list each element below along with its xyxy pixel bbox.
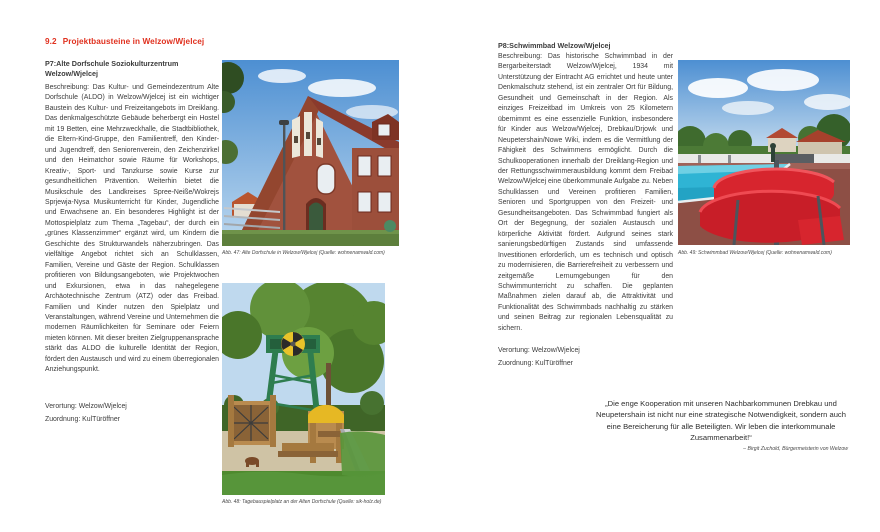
description-p8: Beschreibung: Das historische Schwimmbad in der Bergarbeiterstadt Welzow/Wjelcej, 1934 mit Unterstützung der Eintracht AG errichtet und heute unter Denkmalschutz stehend, ist ein zentraler Ort für Bildung, Gesundheit und Gemeinschaft in der Region. Als einziges Freizeitbad im Umkreis von 25 Kilometern übernimmt es eine essenzielle Funktion, insbesondere für Kinder aus Welzow/Wjelcej, Drebkau/Drjowk und Neupetershain/Nowe Wiki, indem es die Vermittlung der Fähigkeit des Schwimmens ermöglicht. Durch die Schulkooperationen innerhalb der Dreiklang-Region und der Rettungsschwimmerausbildung kommt dem Freibad Welzow/Wjelcej eine überkommunale Aufgabe zu. Neben Schulklassen und Vereinen profitieren Familien, Senioren und Sportgruppen von den Freizeit- und Gesundheitsangeboten. Das Schwimmbad fungiert als Ort der Begegnung, der sozialen Austausch und körperliche Aktivität fördert. Aufgrund seines stark sanierungsbedürftigen Zustands sind umfassende Investitionen erforderlich, um es technisch und optisch zu modernisieren, die Barrierefreiheit zu verbessern und zeitgemäße Lernumgebungen für den Schwimmunterricht zu schaffen. Die geplanten Maßnahmen zielen darauf ab, die Attraktivität und Funktionalität des Schwimmbads nachhaltig zu stärken und seinen Beitrag zur regionalen Lebensqualität zu sichern.	[498, 53, 673, 332]
zuordnung-p7: Zuordnung: KulTüröffner	[45, 415, 120, 423]
verortung-p8: Verortung: Welzow/Wjelcej	[498, 347, 580, 354]
section-heading	[45, 37, 245, 46]
meta-p7	[45, 401, 219, 426]
zuordnung-p8: Zuordnung: KulTüröffner	[498, 359, 573, 367]
playground-photo-caption: Abb. 48: Tagebauspielplatz an der Alten Dorfschule (Quelle: sik-holz.de)	[222, 499, 382, 505]
pool-photo	[678, 60, 850, 245]
section-title: Projektbausteine in Welzow/Wjelcej	[62, 37, 205, 46]
project-title-p7: P7:Alte Dorfschule Soziokulturzentrum Welzow/Wjelcej	[45, 59, 179, 78]
playground-photo	[222, 283, 385, 495]
section-number: 9.2	[45, 37, 57, 46]
pool-photo-caption: Abb. 49: Schwimmbad Welzow/Wjelcej (Quelle: wohnenamwald.com)	[678, 250, 832, 256]
description-p7: Beschreibung: Das Kultur- und Gemeindezentrum Alte Dorfschule (ALDO) in Welzow/Wjelcej ist ein wichtiger Baustein des Kultur- und Freizeitangebots im Dreiklang. Das denkmalgeschützte Gebäude beherbergt ein Hostel mit 19 Betten, eine Mehrzweckhalle, die Stadtbibliothek, die Eltern-Kind-Gruppe, den Familientreff, den Kinder- und Jugendtreff, den Seniorenverein, den Zeichenzirkel und den Heimatchor sowie Räume für Workshops, Kreativ-, Sport- und Tanzkurse sowie Kurse zur gesundheitlichen Prävention. Weiterhin bietet die Musikschule des Landkreises Spree-Neiße/Wokrejs Sprjewja-Nysa Musikunterricht für Kinder, Jugendliche und Erwachsene an. Ein besonderes Highlight ist der Mottospielplatz zum Thema „Tagebau“, der durch ein „grünes Klassenzimmer“ ergänzt wird, um Kindern die Geschichte des Strukturwandels näherzubringen. Das vielfältige Angebot richtet sich an Schulklassen, Familien, Vereine und Gäste der Region. Schulklassen profitieren von Bildungsangeboten, wie Projektwochen und Exkursionen, etwa in das nahegelegene Archäotechnische Zentrum (ATZ) oder das Freibad. Familien und Kinder nutzen den Spielplatz und Veranstaltungen, während Vereine und Unternehmen die modernen Räumlichkeiten für Seminare oder Feiern mieten können. Mit dieser breiten Zielgruppenansprache stärkt das ALDO die kulturelle Identität der Region, fördert den Austausch und wird zu einem überregionalen Anziehungspunkt.	[45, 84, 219, 374]
quote-attribution: – Birgit Zuchold, Bürgermeisterin von Welzow	[743, 446, 848, 452]
project-title-p8: P8:Schwimmbad Welzow/Wjelcej	[498, 41, 611, 50]
building-photo	[222, 60, 399, 246]
meta-p8	[498, 345, 672, 370]
quote-text: „Die enge Kooperation mit unseren Nachbarkommunen Drebkau und Neupetershain ist nicht nur eine strategische Notwendigkeit, sondern auch eine Bereicherung für alle Beteiligten. Wir leben die interkommunale Zusammenarbeit!“	[596, 399, 846, 442]
building-photo-caption: Abb. 47: Alte Dorfschule in Welzow/Wjelcej (Quelle: wohnenamwald.com)	[222, 250, 385, 256]
verortung-p7: Verortung: Welzow/Wjelcej	[45, 403, 127, 410]
